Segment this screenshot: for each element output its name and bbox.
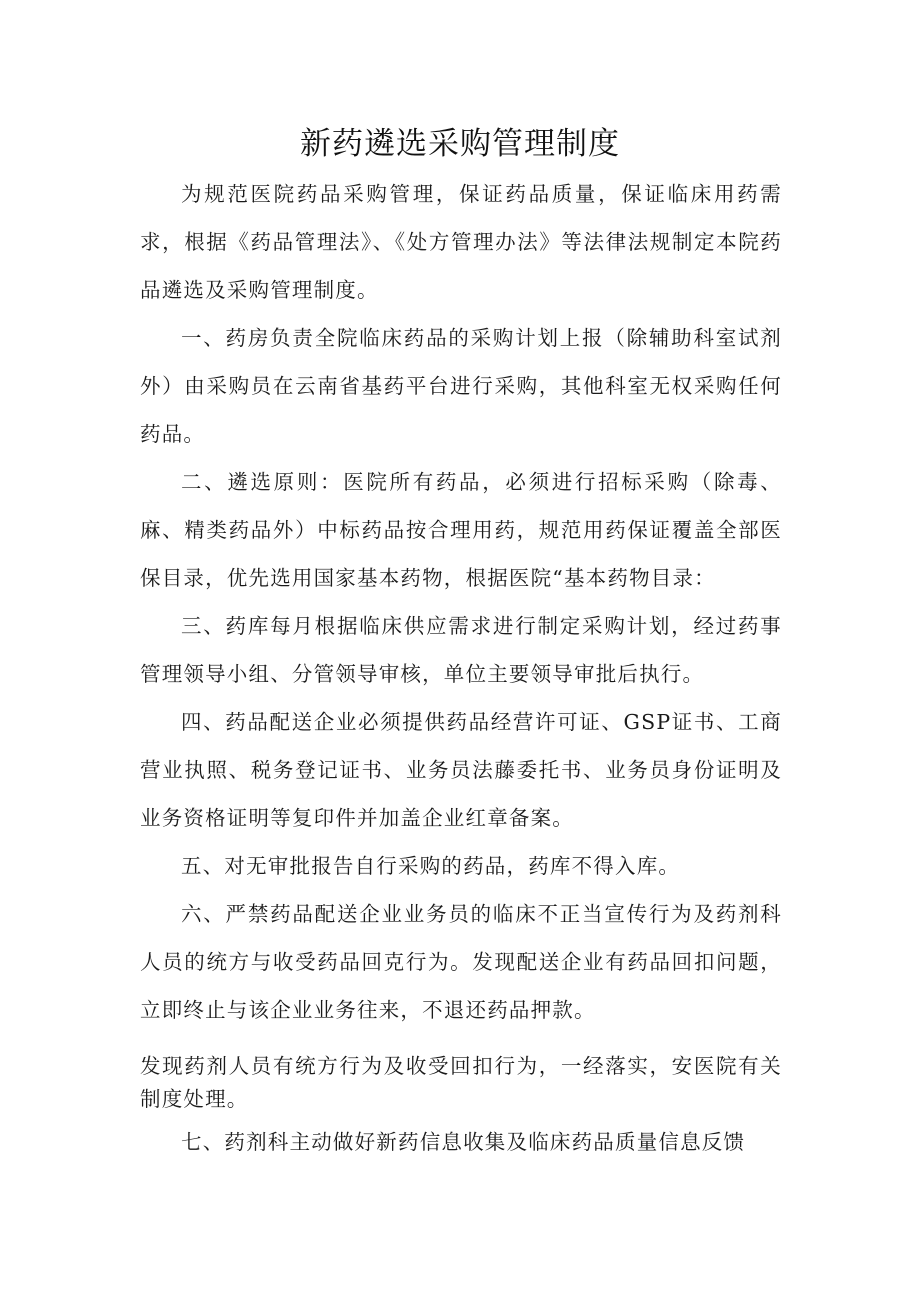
paragraph-item-6: 六、严禁药品配送企业业务员的临床不正当宣传行为及药剂科人员的统方与收受药品回克行为。发现配送企业有药品回扣问题，立即终止与该企业业务往来，不退还药品押款。: [140, 902, 782, 1022]
paragraph-item-3: 三、药库每月根据临床供应需求进行制定采购计划，经过药事管理领导小组、分管领导审核，单位主要领导审批后执行。: [140, 614, 782, 686]
paragraph-item-5: 五、对无审批报告自行采购的药品，药库不得入库。: [181, 854, 681, 878]
paragraph-item-4: 四、药品配送企业必须提供药品经营许可证、GSP证书、工商营业执照、税务登记证书、业务员法藤委托书、业务员身份证明及业务资格证明等复印件并加盖企业红章备案。: [140, 710, 782, 830]
paragraph-item-6-continued: 发现药剂人员有统方行为及收受回扣行为，一经落实，安医院有关制度处理。: [140, 1054, 782, 1111]
document-title: 新药遴选采购管理制度: [300, 126, 620, 162]
paragraph-item-1: 一、药房负责全院临床药品的采购计划上报（除辅助科室试剂外）由采购员在云南省基药平台进行采购，其他科室无权采购任何药品。: [140, 326, 782, 446]
paragraph-item-7: 七、药剂科主动做好新药信息收集及临床药品质量信息反馈: [181, 1130, 746, 1154]
paragraph-item-2: 二、遴选原则：医院所有药品，必须进行招标采购（除毒、麻、精类药品外）中标药品按合理用药，规范用药保证覆盖全部医保目录，优先选用国家基本药物，根据医院“基本药物目录：: [140, 470, 782, 590]
paragraph-intro: 为规范医院药品采购管理，保证药品质量，保证临床用药需求，根据《药品管理法》、《处方管理办法》等法律法规制定本院药品遴选及采购管理制度。: [140, 182, 782, 302]
